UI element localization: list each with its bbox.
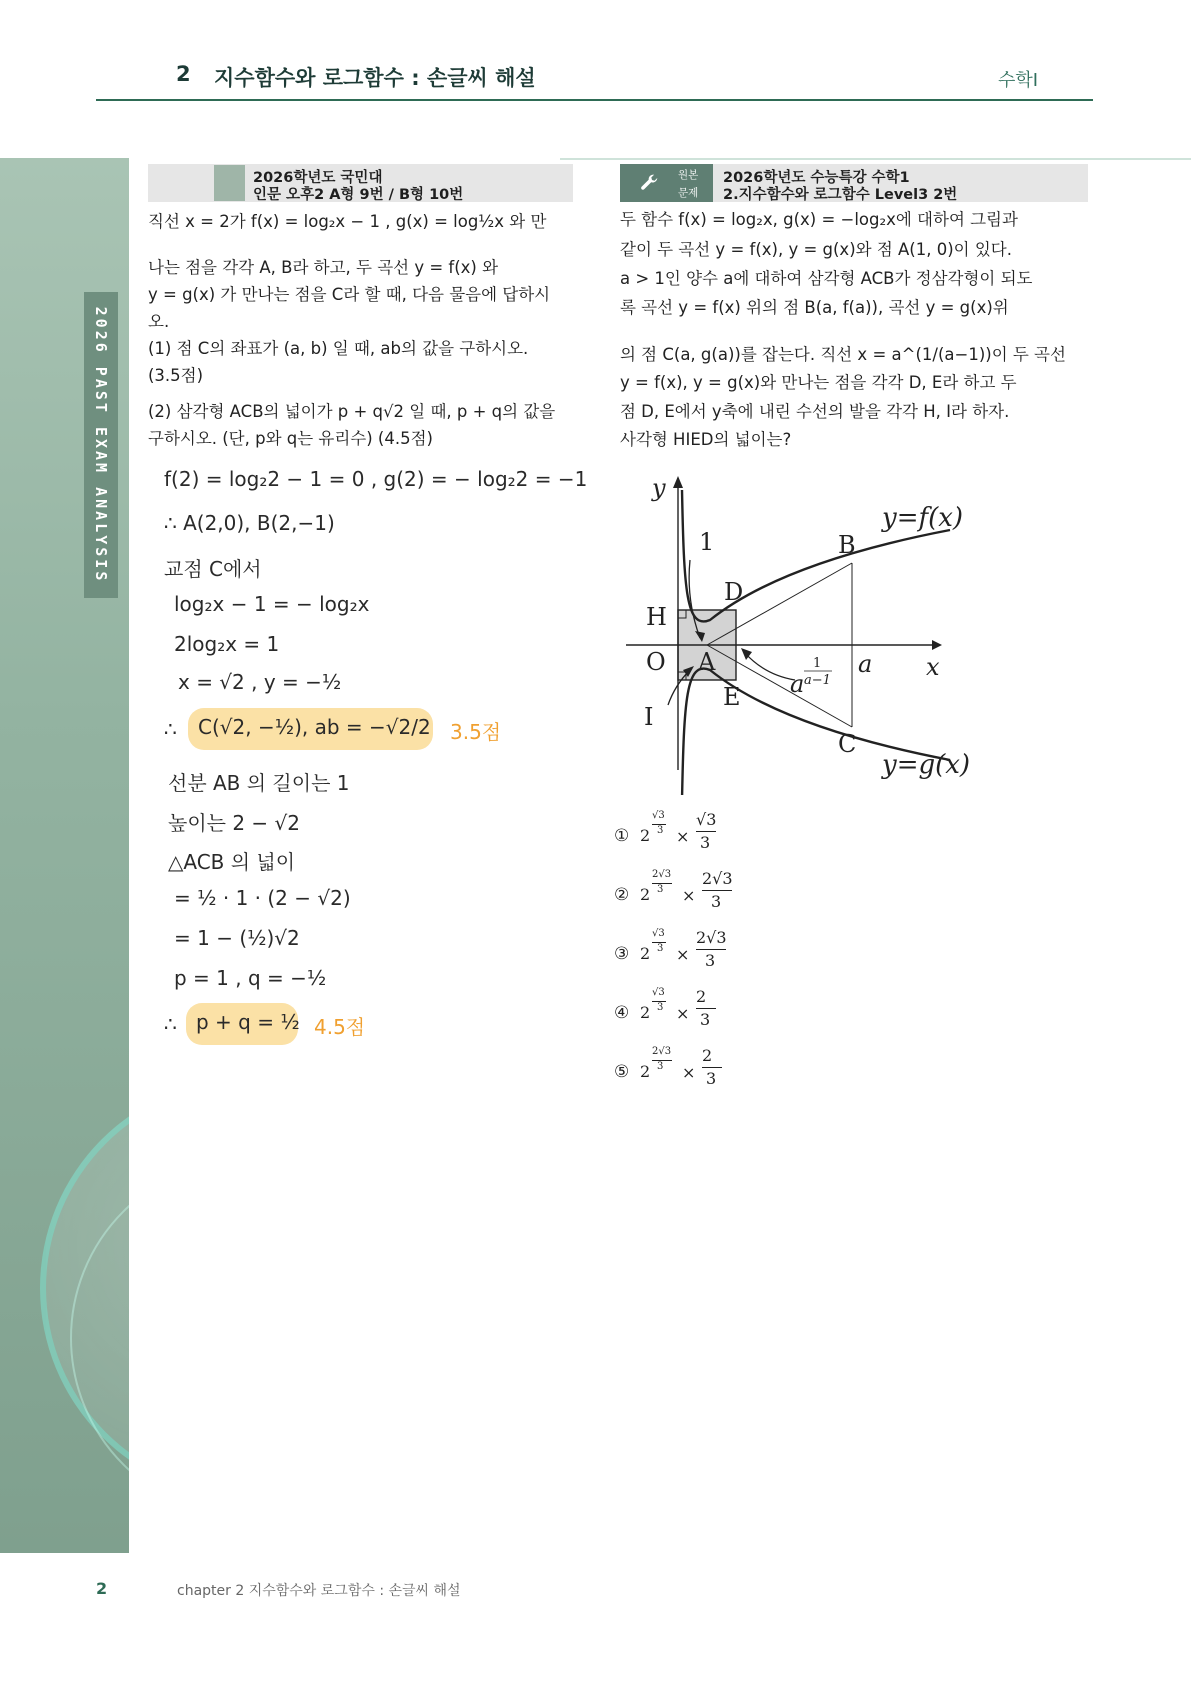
solution-line: 2log₂x = 1 xyxy=(174,632,280,656)
choice-exponent-numerator: √3 xyxy=(652,810,665,821)
choice-fraction-bar xyxy=(696,831,716,832)
badge-text: 문제 xyxy=(678,187,699,199)
label-c: C xyxy=(838,730,857,758)
chapter-title: 지수함수와 로그함수 : 손글씨 해설 xyxy=(214,66,536,90)
solution-answer2: p + q = ½ xyxy=(196,1010,300,1034)
choice-fraction-bar xyxy=(696,1008,716,1009)
choice-mark[interactable]: ③ xyxy=(614,944,630,964)
solution-line: x = √2 , y = −½ xyxy=(178,670,342,694)
choice-times: × xyxy=(676,1004,690,1023)
problem1-tag xyxy=(148,164,573,202)
choice-times: × xyxy=(676,945,690,964)
choice-numerator: 2√3 xyxy=(702,869,733,888)
solution-line: log₂x − 1 = − log₂x xyxy=(174,592,370,616)
choice-exponent-numerator: √3 xyxy=(652,987,665,998)
choice-denominator: 3 xyxy=(706,1069,717,1088)
problem2-line: 같이 두 곡선 y = f(x), y = g(x)와 점 A(1, 0)이 있다. xyxy=(620,240,1012,259)
problem2-line: a > 1인 양수 a에 대하여 삼각형 ACB가 정삼각형이 되도 xyxy=(620,269,1033,288)
label-one: 1 xyxy=(699,528,715,556)
subject-label: 수학Ⅰ xyxy=(998,70,1039,91)
choice-exponent-denominator: 3 xyxy=(657,884,664,895)
solution-line: p = 1 , q = −½ xyxy=(174,966,327,990)
solution-line: 높이는 2 − √2 xyxy=(168,811,300,835)
label-e: E xyxy=(723,683,741,711)
problem1-line: 구하시오. (단, p와 q는 유리수) (4.5점) xyxy=(148,429,433,448)
label-exp-num: 1 xyxy=(813,656,822,671)
score-label: 3.5점 xyxy=(450,720,502,744)
problem1-line: 오. xyxy=(148,312,170,331)
label-b: B xyxy=(838,531,856,559)
problem1-source: 2026학년도 국민대 xyxy=(253,170,383,186)
problem2-line: 의 점 C(a, g(a))를 잡는다. 직선 x = a^(1/(a−1))이 두 곡선 xyxy=(620,345,1066,364)
label-i: I xyxy=(644,703,654,731)
problem1-line: y = g(x) 가 만나는 점을 C라 할 때, 다음 물음에 답하시 xyxy=(148,285,551,304)
tag-square xyxy=(214,165,245,201)
label-h: H xyxy=(646,603,667,631)
x-axis-arrow xyxy=(932,640,942,650)
label-d: D xyxy=(724,578,744,606)
choice-mark[interactable]: ② xyxy=(614,885,630,905)
choice-mark[interactable]: ④ xyxy=(614,1003,630,1023)
wrench-icon xyxy=(638,172,660,194)
pointer-arrow-exp xyxy=(745,653,795,680)
solution-line: = 1 − (½)√2 xyxy=(174,926,300,950)
badge-text: 원본 xyxy=(678,169,699,181)
choice-base: 2 xyxy=(640,1003,651,1022)
therefore-symbol: ∴ xyxy=(164,1012,177,1036)
choice-numerator: √3 xyxy=(696,810,717,829)
label-exp-den: a−1 xyxy=(804,673,831,688)
choice-fraction-bar xyxy=(702,1067,722,1068)
problem1-line: (3.5점) xyxy=(148,366,204,385)
choice-denominator: 3 xyxy=(711,892,722,911)
choice-exponent-numerator: 2√3 xyxy=(652,869,672,880)
solution-line: = ½ · 1 · (2 − √2) xyxy=(174,886,351,910)
choice-times: × xyxy=(682,886,696,905)
side-label: 2026 PAST EXAM ANALYSIS xyxy=(92,306,110,584)
problem2-tag xyxy=(620,164,1088,202)
choice-exponent-denominator: 3 xyxy=(657,1061,664,1072)
problem2-line: 두 함수 f(x) = log₂x, g(x) = −log₂x에 대하여 그림과 xyxy=(620,210,1018,229)
choice-mark[interactable]: ⑤ xyxy=(614,1062,630,1082)
problem1-line: 나는 점을 각각 A, B라 하고, 두 곡선 y = f(x) 와 xyxy=(148,258,499,277)
choice-denominator: 3 xyxy=(700,833,711,852)
solution-line: 선분 AB 의 길이는 1 xyxy=(168,771,350,795)
choice-exponent-numerator: 2√3 xyxy=(652,1046,672,1057)
problem1-line: (2) 삼각형 ACB의 넓이가 p + q√2 일 때, p + q의 값을 xyxy=(148,402,556,421)
therefore-symbol: ∴ xyxy=(164,717,177,741)
problem1-line: (1) 점 C의 좌표가 (a, b) 일 때, ab의 값을 구하시오. xyxy=(148,339,529,358)
problem2-source: 2026학년도 수능특강 수학1 xyxy=(723,170,910,186)
choice-fraction-bar xyxy=(702,890,732,891)
choice-mark[interactable]: ① xyxy=(614,826,630,846)
decorative-line xyxy=(560,158,1191,160)
choice-base: 2 xyxy=(640,944,651,963)
solution-line: 교점 C에서 xyxy=(164,557,262,581)
choice-base: 2 xyxy=(640,885,651,904)
choice-exponent-denominator: 3 xyxy=(657,943,664,954)
score-label: 4.5점 xyxy=(314,1015,366,1039)
problem2-line: y = f(x), y = g(x)와 만나는 점을 각각 D, E라 하고 두 xyxy=(620,373,1017,392)
label-o: O xyxy=(646,648,666,676)
label-a-x: a xyxy=(858,650,873,678)
problem2-line: 록 곡선 y = f(x) 위의 점 B(a, f(a)), 곡선 y = g(x)위 xyxy=(620,298,1009,317)
chapter-number: 2 xyxy=(176,62,191,86)
choice-numerator: 2 xyxy=(696,987,707,1006)
header-rule xyxy=(96,99,1093,101)
solution-line: f(2) = log₂2 − 1 = 0 , g(2) = − log₂2 = −1 xyxy=(164,467,588,491)
footer-text: chapter 2 지수함수와 로그함수 : 손글씨 해설 xyxy=(177,1583,461,1599)
label-y-axis: y xyxy=(652,474,666,502)
label-gx: y=g(x) xyxy=(882,750,971,780)
page-number: 2 xyxy=(96,1579,108,1598)
problem2-line: 점 D, E에서 y축에 내린 수선의 발을 각각 H, I라 하자. xyxy=(620,402,1010,421)
solution-answer1: C(√2, −½), ab = −√2/2 xyxy=(198,715,431,739)
choice-numerator: 2√3 xyxy=(696,928,727,947)
choice-denominator: 3 xyxy=(700,1010,711,1029)
choice-base: 2 xyxy=(640,826,651,845)
y-axis-arrow xyxy=(673,476,683,488)
problem2-number: 2.지수함수와 로그함수 Level3 2번 xyxy=(723,187,958,203)
problem1-line: 직선 x = 2가 f(x) = log₂x − 1 , g(x) = log½x 와 만 xyxy=(148,212,547,231)
graph-figure xyxy=(620,470,1000,795)
label-fx: y=f(x) xyxy=(882,503,964,533)
solution-line: △ACB 의 넓이 xyxy=(168,850,296,874)
label-x-axis: x xyxy=(926,653,940,681)
original-problem-badge xyxy=(620,164,713,202)
choice-exponent-denominator: 3 xyxy=(657,1002,664,1013)
label-a-point: A xyxy=(698,648,716,676)
problem2-line: 사각형 HIED의 넓이는? xyxy=(620,430,792,449)
choice-base: 2 xyxy=(640,1062,651,1081)
choice-times: × xyxy=(682,1063,696,1082)
choice-fraction-bar xyxy=(696,949,726,950)
choice-denominator: 3 xyxy=(705,951,716,970)
solution-line: ∴ A(2,0), B(2,−1) xyxy=(164,511,335,535)
choice-exponent-numerator: √3 xyxy=(652,928,665,939)
label-exp-base: a xyxy=(790,670,805,698)
choice-exponent-denominator: 3 xyxy=(657,825,664,836)
problem1-number: 인문 오후2 A형 9번 / B형 10번 xyxy=(253,187,464,203)
choice-numerator: 2 xyxy=(702,1046,713,1065)
choice-times: × xyxy=(676,827,690,846)
